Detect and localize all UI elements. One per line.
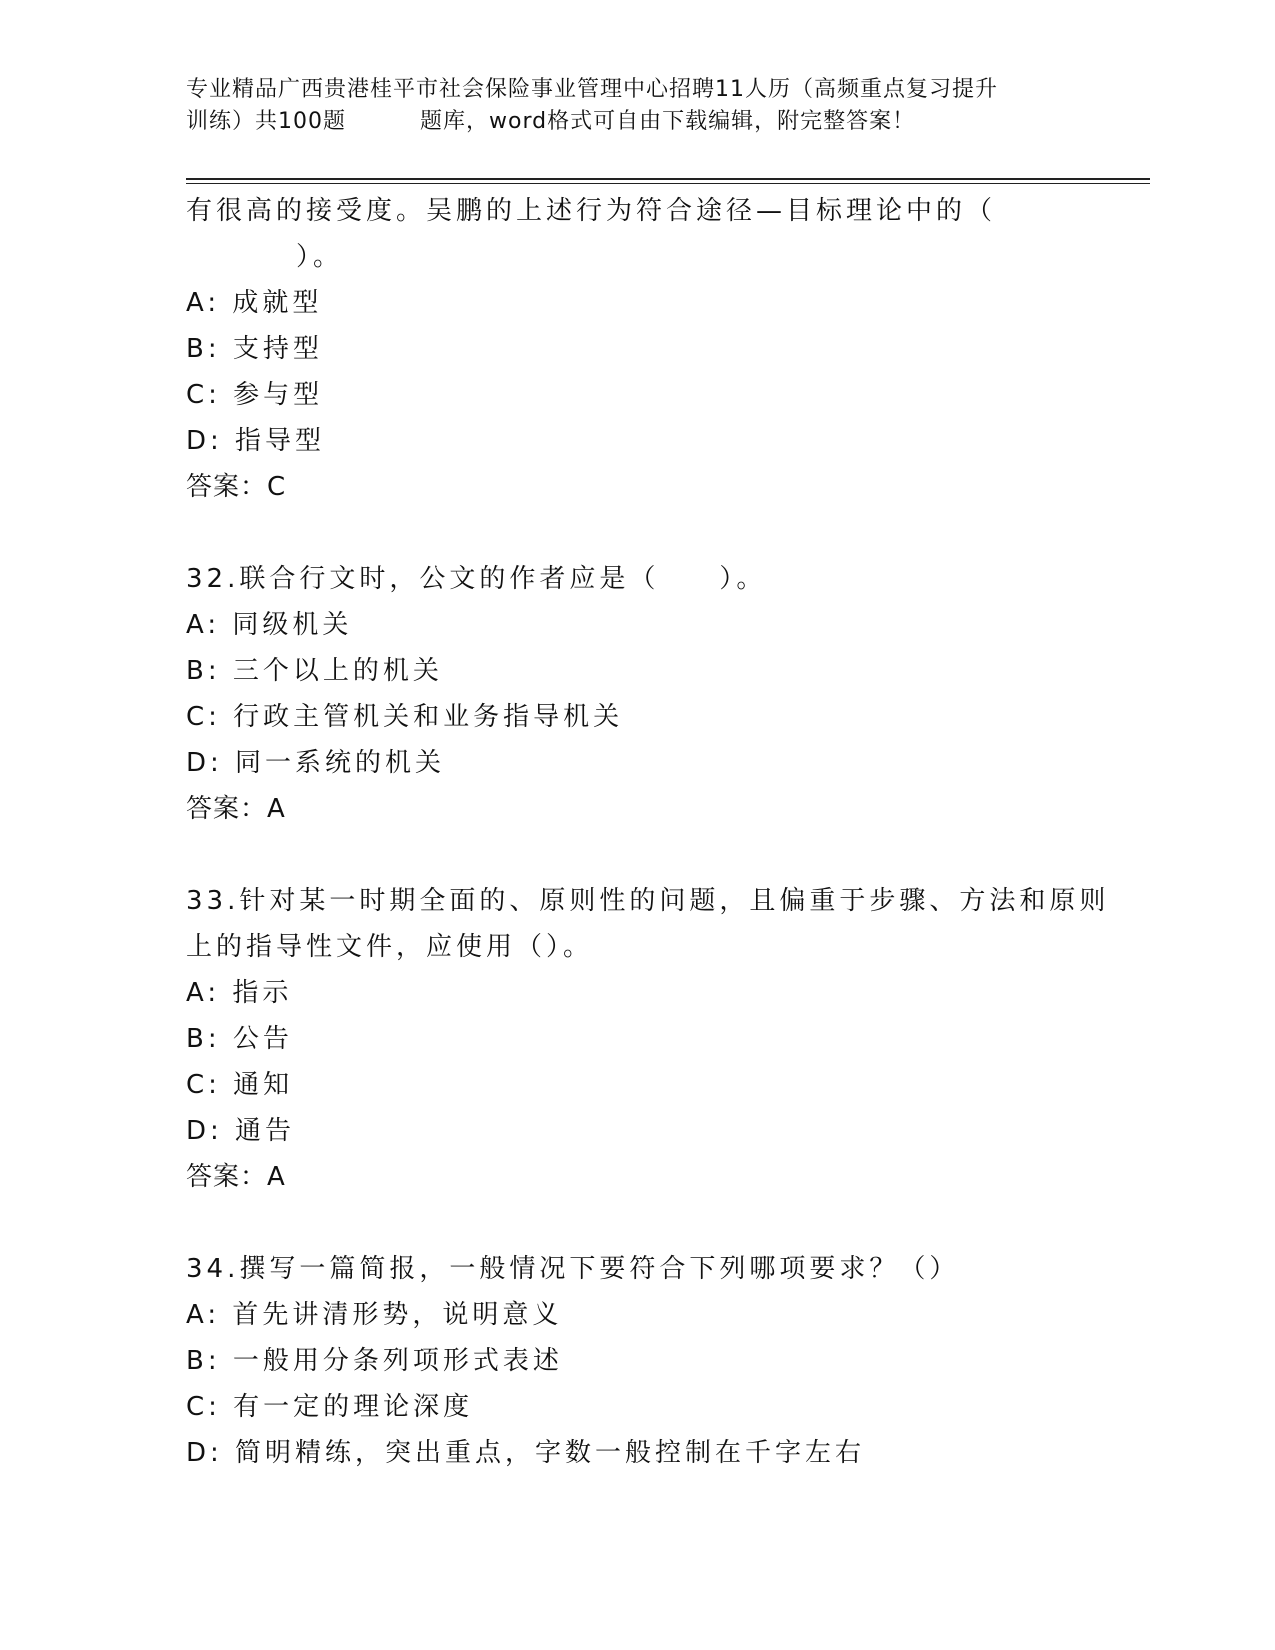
option-b: B: 支持型 (186, 334, 323, 364)
header-title-line-2a: 训练）共100题 (186, 109, 346, 134)
option-c: C: 通知 (186, 1070, 294, 1100)
question-33 (186, 878, 1110, 1200)
option-d: D: 通告 (186, 1116, 296, 1146)
option-a: A: 首先讲清形势，说明意义 (186, 1300, 563, 1330)
question-stem-continuation: 上的指导性文件，应使用（）。 (186, 932, 594, 962)
header-title-line-2 (186, 106, 1086, 138)
question-stem: 有很高的接受度。吴鹏的上述行为符合途径—目标理论中的（ (186, 196, 997, 226)
answer-line: 答案：C (186, 472, 287, 502)
option-a: A: 同级机关 (186, 610, 353, 640)
option-c: C: 有一定的理论深度 (186, 1392, 474, 1422)
question-stem: 34.撰写一篇简报，一般情况下要符合下列哪项要求？（） (186, 1254, 960, 1284)
question-continued (186, 188, 1086, 510)
answer-line: 答案：A (186, 1162, 286, 1192)
option-d: D: 简明精练，突出重点，字数一般控制在千字左右 (186, 1438, 866, 1468)
question-stem: 33.针对某一时期全面的、原则性的问题，且偏重于步骤、方法和原则 (186, 886, 1110, 916)
header-divider-thin (186, 183, 1150, 184)
option-d: D: 指导型 (186, 426, 326, 456)
question-34 (186, 1246, 1086, 1476)
option-b: B: 公告 (186, 1024, 293, 1054)
option-c: C: 参与型 (186, 380, 324, 410)
option-a: A: 成就型 (186, 288, 323, 318)
header-divider-thick (186, 178, 1150, 180)
option-c: C: 行政主管机关和业务指导机关 (186, 702, 624, 732)
option-b: B: 三个以上的机关 (186, 656, 443, 686)
option-d: D: 同一系统的机关 (186, 748, 446, 778)
option-a: A: 指示 (186, 978, 293, 1008)
page-header (186, 74, 1086, 138)
header-title-line-1: 专业精品广西贵港桂平市社会保险事业管理中心招聘11人历（高频重点复习提升 (186, 77, 998, 102)
answer-line: 答案：A (186, 794, 286, 824)
question-stem-continuation: ）。 (296, 242, 344, 272)
question-list (186, 188, 1110, 1476)
question-32 (186, 556, 1086, 832)
header-title-line-2b: 题库，word格式可自由下载编辑，附完整答案！ (420, 109, 916, 134)
option-b: B: 一般用分条列项形式表述 (186, 1346, 563, 1376)
question-stem: 32.联合行文时，公文的作者应是（ ）。 (186, 564, 767, 594)
